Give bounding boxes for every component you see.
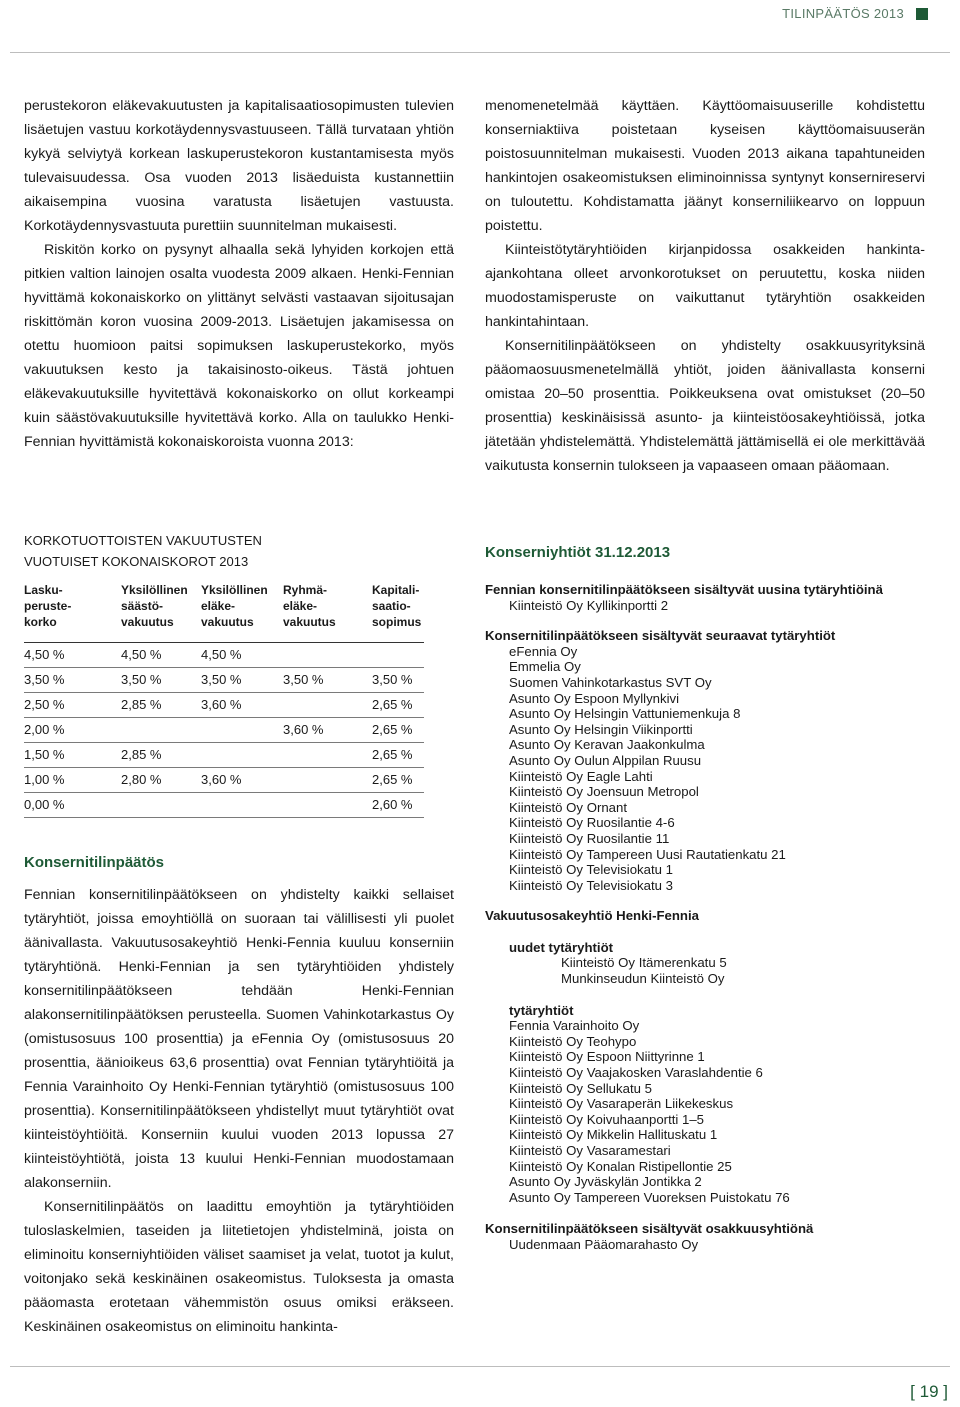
henki-new-subsidiaries-heading: uudet tytäryhtiöt xyxy=(509,939,614,955)
list-item: eFennia Oy xyxy=(509,643,578,659)
table-row xyxy=(24,643,424,668)
body-paragraph: Konsernitilinpäätökseen on yhdistelty osakkuusyrityksinä pääomaosuusmenetelmällä yhtiöt, joiden äänivallasta konserni omistaa 20–50 prosenttia. Poikkeuksena ovat omistukset (20–50 prosenttia) keskinäisissä asunto- ja kiinteistöosakeyhtiöissä, jotka jätetään yhdistelemättä. Yhdistelemättä jättämisellä ei ole merkittävää vaikutusta konsernin tulokseen ja vapaaseen omaan pääomaan. xyxy=(485,338,925,474)
table-cell xyxy=(201,743,283,768)
table-cell: 2,65 % xyxy=(372,693,424,718)
table-cell: 2,80 % xyxy=(121,768,201,793)
group-companies-list xyxy=(485,544,925,1253)
table-cell: 3,60 % xyxy=(201,693,283,718)
associates-heading: Konsernitilinpäätökseen sisältyvät osakkuusyhtiönä xyxy=(485,1221,814,1237)
table-row xyxy=(24,768,424,793)
table-cell: 3,50 % xyxy=(121,668,201,693)
table-cell xyxy=(283,768,372,793)
henki-subsidiaries-heading: tytäryhtiöt xyxy=(509,1002,574,1018)
list-item: Kiinteistö Oy Eagle Lahti xyxy=(509,768,653,784)
table-cell: 2,65 % xyxy=(372,768,424,793)
list-item: Kiinteistö Oy Konalan Ristipellontie 25 xyxy=(509,1158,732,1174)
list-item: Asunto Oy Helsingin Viikinportti xyxy=(509,721,693,737)
list-item: Kiinteistö Oy Ornant xyxy=(509,799,628,815)
consolidated-statements-section xyxy=(24,851,454,1339)
list-item: Munkinseudun Kiinteistö Oy xyxy=(561,971,725,987)
table-row xyxy=(24,793,424,818)
list-item: Emmelia Oy xyxy=(509,659,581,675)
list-item: Kiinteistö Oy Espoon Niittyrinne 1 xyxy=(509,1049,705,1065)
table-cell: 3,60 % xyxy=(283,718,372,743)
table-cell: 3,50 % xyxy=(24,668,121,693)
table-cell xyxy=(283,693,372,718)
table-cell xyxy=(121,718,201,743)
list-item: Asunto Oy Jyväskylän Jontikka 2 xyxy=(509,1174,702,1190)
list-item: Asunto Oy Helsingin Vattuniemenkuja 8 xyxy=(509,706,741,722)
table-cell: 4,50 % xyxy=(121,643,201,668)
table-cell xyxy=(283,643,372,668)
list-item: Kiinteistö Oy Tampereen Uusi Rautatienkatu 21 xyxy=(509,846,786,862)
list-item: Uudenmaan Pääomarahasto Oy xyxy=(509,1236,699,1252)
list-item: Kiinteistö Oy Kyllikinportti 2 xyxy=(509,597,669,613)
table-cell xyxy=(283,793,372,818)
right-column-top-text xyxy=(485,94,925,478)
table-row xyxy=(24,743,424,768)
list-item: Kiinteistö Oy Itämerenkatu 5 xyxy=(561,955,727,971)
col-header-individual-savings: Yksilöllinen säästö- vakuutus xyxy=(121,583,188,629)
table-header-row xyxy=(24,582,424,643)
group-companies-heading: Konserniyhtiöt 31.12.2013 xyxy=(485,544,671,561)
list-item: Kiinteistö Oy Joensuun Metropol xyxy=(509,784,699,800)
section-heading: Konsernitilinpäätös xyxy=(24,854,165,871)
list-item: Suomen Vahinkotarkastus SVT Oy xyxy=(509,674,712,690)
table-row xyxy=(24,718,424,743)
list-item: Kiinteistö Oy Vasaraperän Liikekeskus xyxy=(509,1096,734,1112)
bottom-rule xyxy=(10,1366,950,1367)
table-cell: 1,00 % xyxy=(24,768,121,793)
table-cell: 2,85 % xyxy=(121,693,201,718)
list-item: Kiinteistö Oy Televisiokatu 3 xyxy=(509,877,673,893)
table-cell: 2,50 % xyxy=(24,693,121,718)
body-paragraph: menomenetelmää käyttäen. Käyttöomaisuuserille kohdistettu konserniaktiiva poistetaan kyseisen käyttöomaisuuserän poistosuunnitelman mukaisesti. Vuoden 2013 aikana tapahtuneiden hankintojen osakeomistuksen eliminoinnissa syntynyt konsernireservi on tuloutettu. Kohdistamatta jäänyt konserniliikearvo on loppuun poistettu. xyxy=(485,98,925,234)
henki-fennia-heading: Vakuutusosakeyhtiö Henki-Fennia xyxy=(485,908,699,924)
interest-rate-table-block xyxy=(24,530,454,818)
table-cell: 3,60 % xyxy=(201,768,283,793)
list-item: Kiinteistö Oy Vaajakosken Varaslahdentie 6 xyxy=(509,1065,763,1081)
table-cell: 4,50 % xyxy=(201,643,283,668)
body-paragraph: Fennian konsernitilinpäätökseen on yhdistelty kaikki sellaiset tytäryhtiöt, joissa emoyhtiöllä on suoraan tai välillisesti yli puolet äänivallasta. Vakuutusosakeyhtiö Henki-Fennia kuuluu konserniin tytäryhtiönä. Henki-Fennian ja sen tytäryhtiöiden yhdistely konsernitilinpäätökseen tehdään Henki-Fennian alakonsernitilinpäätöksen perusteella. Suomen Vahinkotarkastus Oy (omistusosuus 100 prosenttia) ja eFennia Oy (omistusosuus 20 prosenttia, äänioikeus 63,6 prosenttia) ovat Fennian tytäryhtiöitä ja Fennia Varainhoito Oy Henki-Fennian tytäryhtiö (omistusosuus 100 prosenttia). Konsernitilinpäätökseen yhdistellyt muut tytäryhtiöt ovat kiinteistöyhtiöitä. Konserniin kuului vuoden 2013 lopussa 27 kiinteistöyhtiötä, joista 13 kuului Henki-Fennian muodostamaan alakonserniin. xyxy=(24,887,454,1191)
table-cell: 3,50 % xyxy=(372,668,424,693)
table-cell: 3,50 % xyxy=(283,668,372,693)
new-subsidiaries-heading: Fennian konsernitilinpäätökseen sisältyvät uusina tytäryhtiöinä xyxy=(485,582,883,597)
table-cell: 1,50 % xyxy=(24,743,121,768)
list-item: Kiinteistö Oy Teohypo xyxy=(509,1033,637,1049)
table-row xyxy=(24,668,424,693)
col-header-group-pension: Ryhmä- eläke- vakuutus xyxy=(283,583,336,629)
header-square-mark xyxy=(916,8,928,20)
table-cell: 4,50 % xyxy=(24,643,121,668)
subsidiaries-heading: Konsernitilinpäätökseen sisältyvät seuraavat tytäryhtiöt xyxy=(485,628,836,644)
body-paragraph: Riskitön korko on pysynyt alhaalla sekä lyhyiden korkojen että pitkien valtion lainojen osalta vuodesta 2009 alkaen. Henki-Fennian hyvittämä kokonaiskorko on ylittänyt selvästi vastaavan sijoitusajan riskittömän koron vuosina 2009-2013. Lisäetujen jakamisessa on otettu huomioon paitsi sopimuksen laskuperustekorko, myös vakuutuksen kesto ja takaisinosto-oikeus. Tästä johtuen eläkevakuutuksille hyvitettävä kokonaiskorko on ollut korkeampi kuin säästövakuutuksille hyvitettävä korko. Alla on taulukko Henki-Fennian hyvittämistä kokonaiskoroista vuonna 2013: xyxy=(24,242,454,450)
page-number: [ 19 ] xyxy=(910,1382,948,1401)
col-header-capital-redemption: Kapitali- saatio- sopimus xyxy=(372,583,422,629)
list-item: Asunto Oy Tampereen Vuoreksen Puistokatu 76 xyxy=(509,1189,790,1205)
body-paragraph: perustekoron eläkevakuutusten ja kapitalisaatiosopimusten tulevien lisäetujen vastuu korkotäydennysvastuuseen. Tällä turvataan yhtiön kykyä selviytyä korkean laskuperustekoron kustantamisesta myös tulevaisuudessa. Osa vuoden 2013 lisäeduista kustannettiin aikaisempina vuosina varatusta lisäetujen vastuusta. Korkotäydennysvastuuta purettiin suunnitelman mukaisesti. xyxy=(24,98,454,234)
table-cell xyxy=(201,793,283,818)
page-number-value: 19 xyxy=(919,1382,939,1401)
list-item: Kiinteistö Oy Ruosilantie 4-6 xyxy=(509,815,675,831)
table-cell: 2,60 % xyxy=(372,793,424,818)
body-paragraph: Kiinteistötytäryhtiöiden kirjanpidossa osakkeiden hankinta-ajankohtana olleet arvonkorotukset on peruutettu, koska niiden muodostamisperuste on vaikuttanut tytäryhtiön osakkeiden hankintahintaan. xyxy=(485,242,925,330)
col-header-individual-pension: Yksilöllinen eläke- vakuutus xyxy=(201,583,268,629)
table-title-line-1: KORKOTUOTTOISTEN VAKUUTUSTEN xyxy=(24,533,262,548)
table-cell xyxy=(283,743,372,768)
running-header-title: TILINPÄÄTÖS 2013 xyxy=(782,6,904,21)
table-row xyxy=(24,693,424,718)
list-item: Kiinteistö Oy Sellukatu 5 xyxy=(509,1080,652,1096)
top-rule xyxy=(10,52,950,53)
table-cell: 2,65 % xyxy=(372,743,424,768)
table-cell: 2,85 % xyxy=(121,743,201,768)
list-item: Kiinteistö Oy Vasaramestari xyxy=(509,1143,671,1158)
list-item: Kiinteistö Oy Mikkelin Hallituskatu 1 xyxy=(509,1127,718,1143)
interest-rate-table xyxy=(24,582,424,818)
list-item: Asunto Oy Espoon Myllynkivi xyxy=(509,690,680,706)
list-item: Kiinteistö Oy Televisiokatu 1 xyxy=(509,862,673,878)
list-item: Kiinteistö Oy Ruosilantie 11 xyxy=(509,830,670,846)
table-cell: 0,00 % xyxy=(24,793,121,818)
list-item: Fennia Varainhoito Oy xyxy=(509,1018,640,1034)
table-cell: 3,50 % xyxy=(201,668,283,693)
table-cell xyxy=(372,643,424,668)
table-cell xyxy=(121,793,201,818)
table-cell xyxy=(201,718,283,743)
body-paragraph: Konsernitilinpäätös on laadittu emoyhtiön ja tytäryhtiöiden tuloslaskelmien, taseiden ja liitetietojen yhdistelminä, joista on eliminoitu konserniyhtiöiden väliset saamiset ja velat, tuotot ja kulut, voitonjako sekä keskinäinen osakeomistus. Tuloksesta ja omasta pääomasta erotetaan vähemmistön osuus omiksi eräkseen. Keskinäinen osakeomistus on eliminoitu hankinta- xyxy=(24,1199,454,1335)
list-item: Asunto Oy Keravan Jaakonkulma xyxy=(509,737,705,753)
table-cell: 2,65 % xyxy=(372,718,424,743)
table-title-line-2: VUOTUISET KOKONAISKOROT 2013 xyxy=(24,554,249,569)
list-item: Kiinteistö Oy Koivuhaanportti 1–5 xyxy=(509,1111,704,1127)
list-item: Asunto Oy Oulun Alppilan Ruusu xyxy=(509,752,702,768)
left-column-top-text xyxy=(24,94,454,454)
col-header-base-rate: Lasku- peruste- korko xyxy=(24,583,72,629)
table-cell: 2,00 % xyxy=(24,718,121,743)
